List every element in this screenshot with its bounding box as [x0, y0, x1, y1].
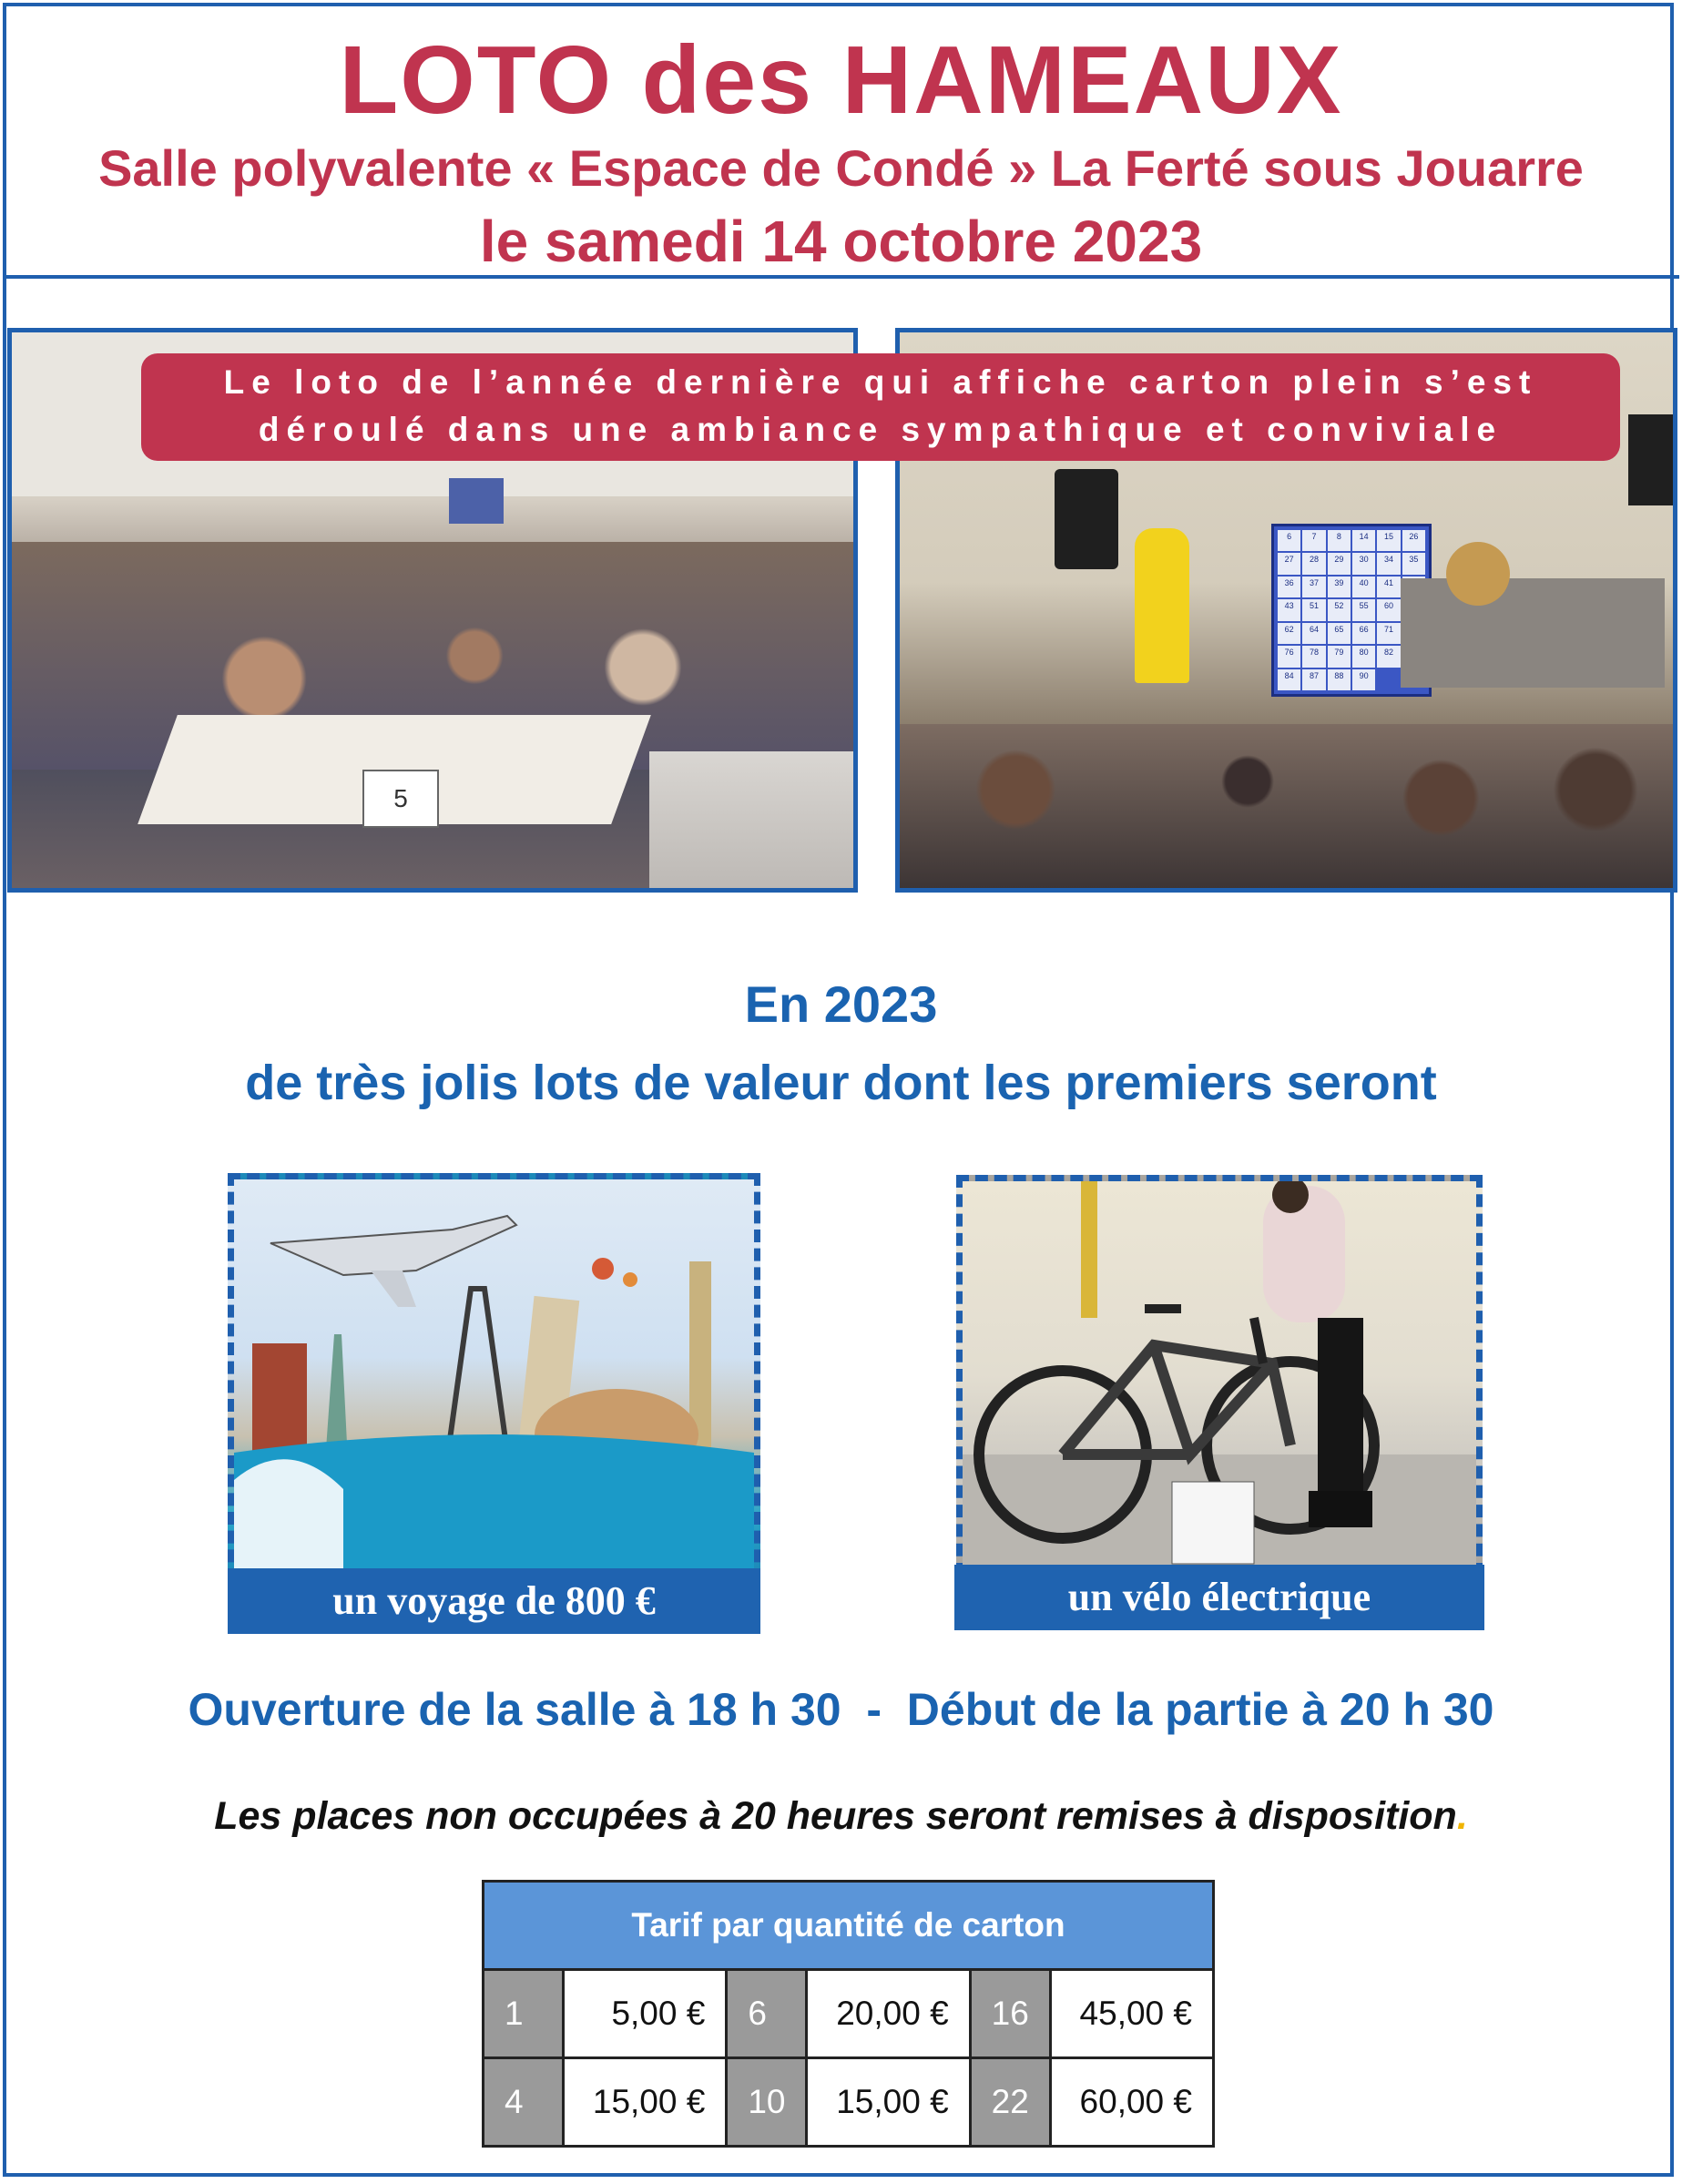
bingo-board-cell: 87	[1302, 669, 1325, 690]
card-price: 60,00 €	[1050, 2058, 1213, 2147]
bingo-board-cell: 41	[1377, 577, 1400, 597]
banner-line-2: déroulé dans une ambiance sympathique et conviviale	[258, 411, 1504, 448]
card-price: 45,00 €	[1050, 1970, 1213, 2058]
bingo-board-cell: 65	[1328, 623, 1351, 644]
bingo-board-cell: 82	[1377, 646, 1400, 667]
bingo-board-cell: 71	[1377, 623, 1400, 644]
bingo-board-cell: 60	[1377, 599, 1400, 620]
bingo-board-cell: 84	[1278, 669, 1300, 690]
bike-prize-caption: un vélo électrique	[954, 1565, 1484, 1630]
bingo-board-cell: 39	[1328, 577, 1351, 597]
bingo-board-cell: 62	[1278, 623, 1300, 644]
bingo-board-cell: 51	[1302, 599, 1325, 620]
bingo-board-cell: 43	[1278, 599, 1300, 620]
travel-prize-image	[228, 1173, 760, 1581]
lots-heading: de très jolis lots de valeur dont les premiers seront	[245, 1056, 1437, 1110]
header-divider	[3, 275, 1679, 279]
bingo-board-cell: 26	[1402, 530, 1425, 551]
card-price: 5,00 €	[564, 1970, 727, 2058]
bingo-board-cell: 80	[1352, 646, 1375, 667]
bingo-board-cell: 29	[1328, 553, 1351, 574]
reservation-notice-text: Les places non occupées à 20 heures seront remises à disposition	[214, 1794, 1457, 1838]
event-title: LOTO des HAMEAUX	[339, 26, 1343, 134]
bingo-board-cell: 52	[1328, 599, 1351, 620]
travel-prize-caption: un voyage de 800 €	[228, 1568, 760, 1634]
table-number-card: 5	[362, 770, 439, 828]
bingo-board-cell: 64	[1302, 623, 1325, 644]
bingo-board-cell: 15	[1377, 530, 1400, 551]
bingo-board-cell: 6	[1278, 530, 1300, 551]
bingo-board-cell: 30	[1352, 553, 1375, 574]
bingo-board-cell: 66	[1352, 623, 1375, 644]
bingo-board-cell: 78	[1302, 646, 1325, 667]
bingo-board-cell: 8	[1328, 530, 1351, 551]
card-price: 15,00 €	[564, 2058, 727, 2147]
bingo-board-cell: 7	[1302, 530, 1325, 551]
event-venue: Salle polyvalente « Espace de Condé » La Ferté sous Jouarre	[98, 139, 1584, 197]
bingo-board-cell: 79	[1328, 646, 1351, 667]
event-date: le samedi 14 octobre 2023	[479, 209, 1203, 274]
table-row	[484, 1970, 1214, 2058]
bike-prize-image	[956, 1175, 1483, 1576]
bingo-board-cell: 90	[1352, 669, 1375, 690]
card-quantity: 10	[727, 2058, 807, 2147]
electric-bike-illustration	[963, 1181, 1476, 1569]
bingo-board-cell: 36	[1278, 577, 1300, 597]
card-quantity: 16	[970, 1970, 1050, 2058]
table-row	[484, 2058, 1214, 2147]
bingo-board-cell: 35	[1402, 553, 1425, 574]
travel-landmarks-illustration	[234, 1179, 754, 1575]
bingo-board-cell: 28	[1302, 553, 1325, 574]
bingo-board-cell: 34	[1377, 553, 1400, 574]
bingo-board-cell: 27	[1278, 553, 1300, 574]
card-quantity: 1	[484, 1970, 564, 2058]
bingo-board-cell: 37	[1302, 577, 1325, 597]
bingo-board-cell: 88	[1328, 669, 1351, 690]
bingo-board-cell: 76	[1278, 646, 1300, 667]
banner-line-1: Le loto de l’année dernière qui affiche carton plein s’est	[223, 363, 1538, 401]
price-table	[482, 1880, 1215, 2148]
bingo-board-cell: 14	[1352, 530, 1375, 551]
year-heading: En 2023	[744, 975, 938, 1033]
card-price: 15,00 €	[807, 2058, 970, 2147]
card-price: 20,00 €	[807, 1970, 970, 2058]
bingo-board-cell: 40	[1352, 577, 1375, 597]
card-quantity: 22	[970, 2058, 1050, 2147]
schedule-line: Ouverture de la salle à 18 h 30 - Début de la partie à 20 h 30	[188, 1684, 1494, 1735]
price-table-title: Tarif par quantité de carton	[484, 1882, 1214, 1970]
recap-banner	[141, 353, 1620, 461]
card-quantity: 6	[727, 1970, 807, 2058]
card-quantity: 4	[484, 2058, 564, 2147]
notice-period: .	[1456, 1794, 1468, 1838]
reservation-notice	[0, 1794, 1682, 1839]
bingo-board-cell: 55	[1352, 599, 1375, 620]
